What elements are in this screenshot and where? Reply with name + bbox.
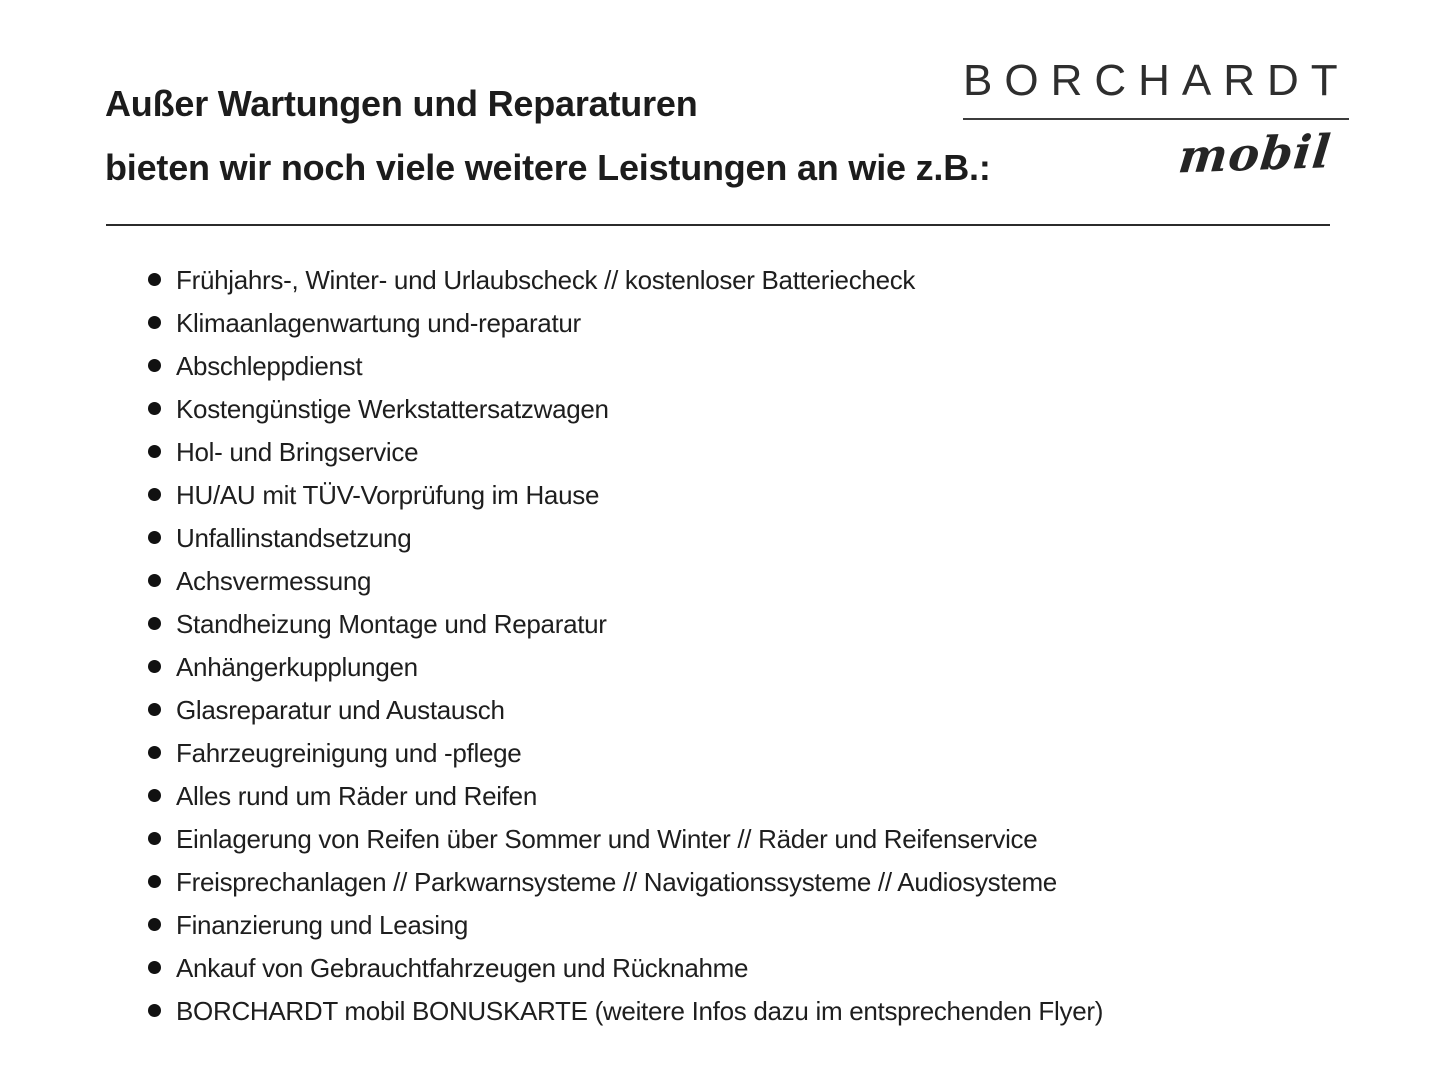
page-title <box>105 72 991 200</box>
bullet-icon <box>148 703 161 716</box>
bullet-icon <box>148 617 161 630</box>
list-item <box>148 731 1103 774</box>
bullet-icon <box>148 875 161 888</box>
page-title-line1: Außer Wartungen und Reparaturen <box>105 83 698 124</box>
logo-wordmark: BORCHARDT <box>963 56 1349 120</box>
list-item-text: Glasreparatur und Austausch <box>176 694 505 725</box>
list-item <box>148 344 1103 387</box>
bullet-icon <box>148 961 161 974</box>
list-item-text: Abschleppdienst <box>176 350 363 381</box>
bullet-icon <box>148 1004 161 1017</box>
list-item-text: Achsvermessung <box>176 565 372 596</box>
list-item-text: Finanzierung und Leasing <box>176 909 469 940</box>
list-item <box>148 430 1103 473</box>
list-item <box>148 903 1103 946</box>
list-item-text: Ankauf von Gebrauchtfahrzeugen und Rücknahme <box>176 952 749 983</box>
bullet-icon <box>148 832 161 845</box>
list-item-text: HU/AU mit TÜV-Vorprüfung im Hause <box>176 479 600 510</box>
bullet-icon <box>148 488 161 501</box>
list-item-text: Frühjahrs-, Winter- und Urlaubscheck // kostenloser Batteriecheck <box>176 264 916 295</box>
list-item-text: Standheizung Montage und Reparatur <box>176 608 607 639</box>
list-item <box>148 387 1103 430</box>
bullet-icon <box>148 746 161 759</box>
bullet-icon <box>148 316 161 329</box>
list-item-text: Kostengünstige Werkstattersatzwagen <box>176 393 609 424</box>
bullet-icon <box>148 445 161 458</box>
list-item <box>148 774 1103 817</box>
page-title-line2: bieten wir noch viele weitere Leistungen an wie z.B.: <box>105 147 991 188</box>
bullet-icon <box>148 660 161 673</box>
list-item-text: BORCHARDT mobil BONUSKARTE (weitere Infos dazu im entsprechenden Flyer) <box>176 995 1104 1026</box>
list-item <box>148 817 1103 860</box>
list-item <box>148 301 1103 344</box>
list-item <box>148 688 1103 731</box>
logo-script-mobil: mobil <box>1176 124 1334 184</box>
bullet-icon <box>148 359 161 372</box>
list-item-text: Einlagerung von Reifen über Sommer und Winter // Räder und Reifenservice <box>176 823 1038 854</box>
list-item-text: Unfallinstandsetzung <box>176 522 412 553</box>
services-list <box>148 258 1103 1032</box>
list-item <box>148 516 1103 559</box>
borchardt-mobil-logo <box>963 56 1350 184</box>
list-item <box>148 258 1103 301</box>
bullet-icon <box>148 918 161 931</box>
bullet-icon <box>148 273 161 286</box>
bullet-icon <box>148 531 161 544</box>
list-item-text: Fahrzeugreinigung und -pflege <box>176 737 522 768</box>
list-item-text: Alles rund um Räder und Reifen <box>176 780 537 811</box>
bullet-icon <box>148 402 161 415</box>
list-item-text: Anhängerkupplungen <box>176 651 418 682</box>
header-divider <box>106 224 1330 226</box>
list-item-text: Freisprechanlagen // Parkwarnsysteme // Navigationssysteme // Audiosysteme <box>176 866 1057 897</box>
list-item-text: Hol- und Bringservice <box>176 436 419 467</box>
list-item <box>148 989 1103 1032</box>
list-item <box>148 860 1103 903</box>
list-item <box>148 473 1103 516</box>
list-item <box>148 645 1103 688</box>
bullet-icon <box>148 574 161 587</box>
list-item <box>148 559 1103 602</box>
list-item <box>148 602 1103 645</box>
list-item <box>148 946 1103 989</box>
list-item-text: Klimaanlagenwartung und-reparatur <box>176 307 581 338</box>
bullet-icon <box>148 789 161 802</box>
